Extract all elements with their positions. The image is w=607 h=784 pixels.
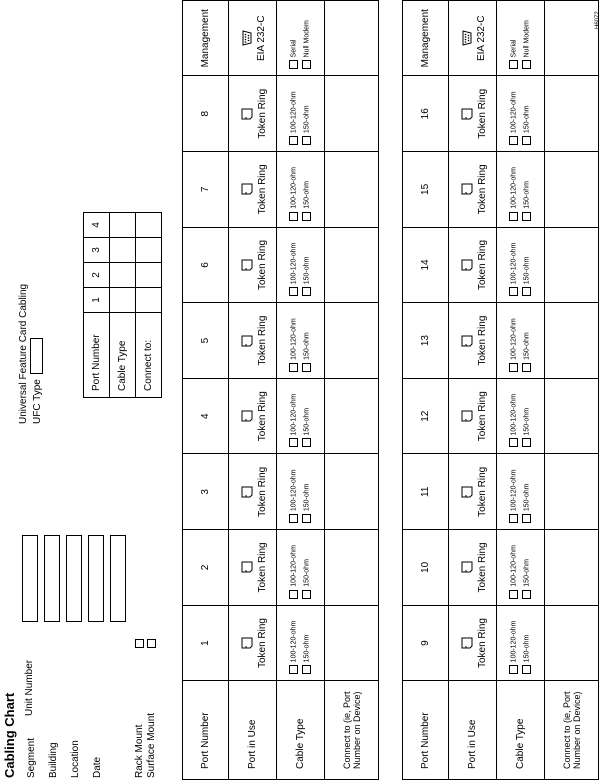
cable-option[interactable]	[522, 379, 532, 448]
figure-id: H6072	[595, 11, 601, 29]
cable-option-checkbox[interactable]	[522, 287, 531, 296]
date-label: Date	[92, 756, 103, 778]
cable-type-cell	[277, 76, 325, 152]
connect-cell[interactable]	[325, 76, 379, 152]
rj45-jack-icon	[241, 606, 253, 681]
management-option-label: Null Modem	[303, 20, 311, 58]
port-grid-9-16	[402, 0, 599, 780]
port-number-cell: 9	[403, 605, 449, 681]
cable-option-label: 100-120-ohm	[510, 91, 517, 134]
cable-option-checkbox[interactable]	[302, 212, 311, 221]
cable-option-label: 150-ohm	[303, 483, 311, 512]
rj45-jack-icon	[461, 76, 473, 151]
management-option[interactable]	[302, 1, 312, 69]
surface-mount-option[interactable]	[146, 713, 157, 778]
cable-option[interactable]	[522, 303, 532, 372]
cable-type-cell	[497, 454, 545, 530]
cable-option-checkbox[interactable]	[289, 287, 298, 296]
segment-field[interactable]	[22, 535, 38, 622]
cable-option-checkbox[interactable]	[522, 136, 531, 145]
cable-option-checkbox[interactable]	[302, 439, 311, 448]
cable-option[interactable]	[302, 76, 312, 145]
token-ring-label: Token Ring	[477, 164, 488, 215]
cable-option-label: 150-ohm	[523, 634, 531, 663]
port-in-use-cell[interactable]	[449, 454, 497, 530]
cable-type-cell	[277, 530, 325, 606]
cable-type-cell	[497, 227, 545, 303]
connect-cell[interactable]	[545, 605, 599, 681]
token-ring-label: Token Ring	[477, 542, 488, 593]
port-in-use-cell[interactable]	[449, 378, 497, 454]
cable-type-cell	[497, 152, 545, 228]
port-in-use-cell[interactable]	[229, 454, 277, 530]
row-label-port-number: Port Number	[403, 681, 449, 780]
rj45-jack-icon	[241, 228, 253, 303]
cable-option-label: 150-ohm	[523, 559, 531, 587]
cable-option[interactable]	[522, 530, 532, 599]
port-number-cell: 14	[403, 227, 449, 303]
cable-option-label: 150-ohm	[303, 407, 311, 436]
cable-option[interactable]	[522, 76, 532, 145]
row-label-port-number: Port Number	[183, 681, 229, 780]
connect-cell[interactable]	[325, 303, 379, 379]
cable-type-cell	[497, 605, 545, 681]
port-number-cell: 16	[403, 76, 449, 152]
port-in-use-cell[interactable]	[449, 530, 497, 606]
port-in-use-cell[interactable]	[449, 303, 497, 379]
ufc-port-number-label: Port Number	[84, 313, 110, 398]
ufc-port-1: 1	[84, 288, 110, 313]
cable-type-cell	[497, 76, 545, 152]
ufc-type-field[interactable]	[30, 338, 43, 374]
cable-option-checkbox[interactable]	[522, 665, 531, 674]
ufc-connect-cell[interactable]	[136, 263, 162, 288]
cable-option-label: 100-120-ohm	[510, 167, 517, 209]
cable-type-cell	[497, 303, 545, 379]
port-number-cell: 3	[183, 454, 229, 530]
connect-cell[interactable]	[325, 530, 379, 606]
cable-option-checkbox[interactable]	[509, 287, 518, 296]
cable-option[interactable]	[302, 228, 312, 297]
cable-option-checkbox[interactable]	[522, 590, 531, 599]
port-number-cell: 1	[183, 605, 229, 681]
cable-option-label: 100-120-ohm	[290, 620, 297, 663]
port-in-use-cell[interactable]	[229, 76, 277, 152]
cable-option[interactable]	[509, 606, 519, 675]
cable-option-label: 100-120-ohm	[510, 242, 517, 285]
ufc-cable-cell[interactable]	[110, 213, 136, 238]
management-option[interactable]	[522, 1, 532, 69]
cable-option[interactable]	[302, 455, 312, 524]
cable-option-checkbox[interactable]	[509, 212, 518, 221]
cable-option-label: 150-ohm	[303, 559, 311, 587]
rack-mount-checkbox[interactable]	[135, 639, 144, 648]
cable-option[interactable]	[509, 455, 519, 524]
cable-option-checkbox[interactable]	[302, 590, 311, 599]
cable-option[interactable]	[302, 606, 312, 675]
cable-option[interactable]	[289, 228, 299, 297]
rj45-jack-icon	[461, 228, 473, 303]
port-in-use-cell[interactable]	[229, 152, 277, 228]
cable-option-label: 100-120-ohm	[290, 91, 297, 134]
management-option-label: Serial	[510, 39, 517, 58]
eia-232c-label: EIA 232-C	[476, 15, 487, 62]
cable-option-checkbox[interactable]	[522, 363, 531, 372]
location-label: Location	[70, 740, 81, 778]
port-number-cell: 13	[403, 303, 449, 379]
cable-option-checkbox[interactable]	[302, 665, 311, 674]
management-option-label: Null Modem	[523, 20, 531, 58]
management-option-checkbox[interactable]	[302, 60, 311, 69]
cable-option-label: 150-ohm	[523, 181, 531, 209]
cable-option-label: 150-ohm	[303, 332, 311, 360]
cable-option-checkbox[interactable]	[522, 212, 531, 221]
cable-option-label: 150-ohm	[303, 634, 311, 663]
token-ring-label: Token Ring	[477, 466, 488, 517]
unit-number-label: Unit Number	[24, 659, 35, 716]
cable-option[interactable]	[509, 228, 519, 297]
cable-option-label: 100-120-ohm	[510, 469, 517, 512]
rj45-jack-icon	[241, 152, 253, 227]
ufc-connect-label: Connect to:	[136, 313, 162, 398]
cable-option[interactable]	[522, 228, 532, 297]
ufc-connect-cell[interactable]	[136, 288, 162, 313]
cable-option-label: 150-ohm	[523, 407, 531, 436]
rj45-jack-icon	[461, 606, 473, 681]
cable-option[interactable]	[289, 379, 299, 448]
cable-option[interactable]	[509, 379, 519, 448]
port-in-use-cell[interactable]	[229, 303, 277, 379]
management-option-checkbox[interactable]	[289, 60, 298, 69]
port-number-cell: 12	[403, 378, 449, 454]
rj45-jack-icon	[461, 530, 473, 605]
cable-option-checkbox[interactable]	[509, 439, 518, 448]
cable-option-label: 150-ohm	[523, 483, 531, 512]
port-number-cell: 8	[183, 76, 229, 152]
ufc-cable-table	[83, 212, 162, 398]
token-ring-label: Token Ring	[477, 391, 488, 442]
cable-option-label: 100-120-ohm	[290, 393, 297, 436]
cable-type-cell	[277, 152, 325, 228]
cable-type-cell	[497, 378, 545, 454]
cable-option[interactable]	[289, 303, 299, 372]
connect-cell[interactable]	[545, 303, 599, 379]
rj45-jack-icon	[241, 76, 253, 151]
eia-232c-label: EIA 232-C	[256, 15, 267, 62]
row-label-cable-type: Cable Type	[497, 681, 545, 780]
connect-cell[interactable]	[545, 454, 599, 530]
cable-option-checkbox[interactable]	[289, 514, 298, 523]
cable-option-label: 100-120-ohm	[290, 469, 297, 512]
port-number-cell: 2	[183, 530, 229, 606]
cable-option-label: 100-120-ohm	[290, 242, 297, 285]
cable-option-checkbox[interactable]	[522, 439, 531, 448]
rj45-jack-icon	[461, 152, 473, 227]
port-in-use-cell[interactable]	[449, 76, 497, 152]
row-label-cable-type: Cable Type	[277, 681, 325, 780]
ufc-port-4: 4	[84, 213, 110, 238]
token-ring-label: Token Ring	[257, 164, 268, 215]
cable-option-checkbox[interactable]	[289, 363, 298, 372]
port-number-cell: 6	[183, 227, 229, 303]
connect-cell[interactable]	[545, 378, 599, 454]
port-in-use-cell[interactable]	[449, 152, 497, 228]
connect-cell[interactable]	[325, 605, 379, 681]
cable-option[interactable]	[302, 303, 312, 372]
ufc-connect-cell[interactable]	[136, 213, 162, 238]
token-ring-label: Token Ring	[257, 542, 268, 593]
cable-option-checkbox[interactable]	[509, 665, 518, 674]
connect-cell[interactable]	[545, 227, 599, 303]
management-label: Management	[403, 1, 449, 76]
connect-cell[interactable]	[325, 1, 379, 76]
segment-label: Segment	[26, 737, 37, 778]
rj45-jack-icon	[241, 303, 253, 378]
cable-option[interactable]	[302, 530, 312, 599]
rack-mount-label: Rack Mount	[134, 724, 145, 778]
port-in-use-cell[interactable]	[229, 605, 277, 681]
cable-option[interactable]	[289, 455, 299, 524]
port-in-use-cell[interactable]	[449, 605, 497, 681]
ufc-cable-type-label: Cable Type	[110, 313, 136, 398]
token-ring-label: Token Ring	[477, 88, 488, 139]
cable-option-checkbox[interactable]	[302, 363, 311, 372]
connect-cell[interactable]	[545, 76, 599, 152]
ufc-port-2: 2	[84, 263, 110, 288]
management-option-checkbox[interactable]	[509, 60, 518, 69]
page-title: Cabling Chart	[2, 692, 17, 778]
rj45-jack-icon	[241, 455, 253, 530]
cable-option-checkbox[interactable]	[509, 363, 518, 372]
management-option[interactable]	[289, 1, 299, 69]
cable-option-label: 150-ohm	[303, 256, 311, 285]
row-label-connect: Connect to (ie, Port Number on Device)	[325, 681, 379, 780]
row-label-connect: Connect to (ie, Port Number on Device)	[545, 681, 599, 780]
cable-option[interactable]	[289, 152, 299, 221]
surface-mount-label: Surface Mount	[146, 712, 157, 778]
rj45-jack-icon	[241, 379, 253, 454]
location-field[interactable]	[88, 535, 104, 622]
token-ring-label: Token Ring	[477, 315, 488, 366]
cable-type-cell	[277, 605, 325, 681]
cable-option-label: 100-120-ohm	[510, 393, 517, 436]
port-number-cell: 4	[183, 378, 229, 454]
connect-cell[interactable]	[545, 530, 599, 606]
cable-option[interactable]	[522, 152, 532, 221]
surface-mount-checkbox[interactable]	[147, 639, 156, 648]
cable-option[interactable]	[289, 530, 299, 599]
building-field[interactable]	[66, 535, 82, 622]
row-label-port-in-use: Port in Use	[229, 681, 277, 780]
cable-option-checkbox[interactable]	[302, 514, 311, 523]
port-number-cell: 5	[183, 303, 229, 379]
management-cable-cell	[497, 1, 545, 76]
cable-option[interactable]	[289, 76, 299, 145]
cable-option-checkbox[interactable]	[289, 590, 298, 599]
cable-option-label: 150-ohm	[523, 332, 531, 360]
cable-option-label: 100-120-ohm	[290, 167, 297, 209]
port-in-use-cell[interactable]	[229, 530, 277, 606]
rj45-jack-icon	[461, 303, 473, 378]
cable-option-label: 100-120-ohm	[510, 620, 517, 663]
cable-option-label: 150-ohm	[523, 256, 531, 285]
cable-option-checkbox[interactable]	[289, 439, 298, 448]
cable-option-label: 100-120-ohm	[290, 545, 297, 587]
cable-option[interactable]	[522, 606, 532, 675]
rj45-jack-icon	[241, 530, 253, 605]
ufc-cable-cell[interactable]	[110, 238, 136, 263]
ufc-cable-cell[interactable]	[110, 288, 136, 313]
management-port-cell[interactable]	[449, 1, 497, 76]
row-label-port-in-use: Port in Use	[449, 681, 497, 780]
rack-mount-option[interactable]	[134, 725, 145, 778]
management-option-label: Serial	[290, 39, 297, 58]
connect-cell[interactable]	[325, 227, 379, 303]
cable-type-cell	[277, 227, 325, 303]
cable-option-checkbox[interactable]	[289, 665, 298, 674]
cable-option[interactable]	[522, 455, 532, 524]
port-number-cell: 15	[403, 152, 449, 228]
rj45-jack-icon	[461, 379, 473, 454]
cable-option-label: 100-120-ohm	[290, 318, 297, 360]
cable-type-cell	[277, 303, 325, 379]
cable-option[interactable]	[509, 76, 519, 145]
cable-option-checkbox[interactable]	[509, 514, 518, 523]
connect-cell[interactable]	[325, 152, 379, 228]
token-ring-label: Token Ring	[477, 618, 488, 669]
cable-option[interactable]	[509, 303, 519, 372]
unit-number-field[interactable]	[44, 535, 60, 622]
port-number-cell: 7	[183, 152, 229, 228]
db9-connector-icon	[242, 1, 252, 75]
connect-cell[interactable]	[545, 152, 599, 228]
cable-option-checkbox[interactable]	[522, 514, 531, 523]
connect-cell[interactable]	[325, 454, 379, 530]
token-ring-label: Token Ring	[477, 239, 488, 290]
port-in-use-cell[interactable]	[449, 227, 497, 303]
cable-option-checkbox[interactable]	[289, 212, 298, 221]
token-ring-label: Token Ring	[257, 88, 268, 139]
cable-option[interactable]	[302, 152, 312, 221]
cable-option-checkbox[interactable]	[509, 136, 518, 145]
token-ring-label: Token Ring	[257, 239, 268, 290]
port-in-use-cell[interactable]	[229, 227, 277, 303]
cable-option-checkbox[interactable]	[302, 287, 311, 296]
date-field[interactable]	[110, 535, 126, 622]
cable-type-cell	[497, 530, 545, 606]
cable-type-cell	[277, 378, 325, 454]
cable-option-checkbox[interactable]	[289, 136, 298, 145]
cable-option-checkbox[interactable]	[509, 590, 518, 599]
connect-cell[interactable]	[545, 1, 599, 76]
port-in-use-cell[interactable]	[229, 378, 277, 454]
db9-connector-icon	[462, 1, 472, 75]
cable-type-cell	[277, 454, 325, 530]
ufc-heading: Universal Feature Card Cabling	[18, 283, 29, 424]
management-label: Management	[183, 1, 229, 76]
management-cable-cell	[277, 1, 325, 76]
ufc-connect-cell[interactable]	[136, 238, 162, 263]
token-ring-label: Token Ring	[257, 391, 268, 442]
cable-option[interactable]	[509, 530, 519, 599]
cable-option[interactable]	[289, 606, 299, 675]
connect-cell[interactable]	[325, 378, 379, 454]
building-label: Building	[48, 742, 59, 778]
token-ring-label: Token Ring	[257, 618, 268, 669]
cable-option[interactable]	[509, 152, 519, 221]
token-ring-label: Token Ring	[257, 315, 268, 366]
cable-option-label: 100-120-ohm	[510, 318, 517, 360]
cable-option[interactable]	[302, 379, 312, 448]
cable-option-label: 150-ohm	[303, 181, 311, 209]
port-number-cell: 11	[403, 454, 449, 530]
ufc-cable-cell[interactable]	[110, 263, 136, 288]
port-number-cell: 10	[403, 530, 449, 606]
cable-option-label: 100-120-ohm	[510, 545, 517, 587]
token-ring-label: Token Ring	[257, 466, 268, 517]
ufc-type-label: UFC Type	[32, 379, 43, 424]
rj45-jack-icon	[461, 455, 473, 530]
cable-option-label: 150-ohm	[303, 105, 311, 134]
ufc-port-3: 3	[84, 238, 110, 263]
management-port-cell[interactable]	[229, 1, 277, 76]
port-grid-1-8	[182, 0, 379, 780]
management-option-checkbox[interactable]	[522, 60, 531, 69]
management-option[interactable]	[509, 1, 519, 69]
cable-option-label: 150-ohm	[523, 105, 531, 134]
cable-option-checkbox[interactable]	[302, 136, 311, 145]
